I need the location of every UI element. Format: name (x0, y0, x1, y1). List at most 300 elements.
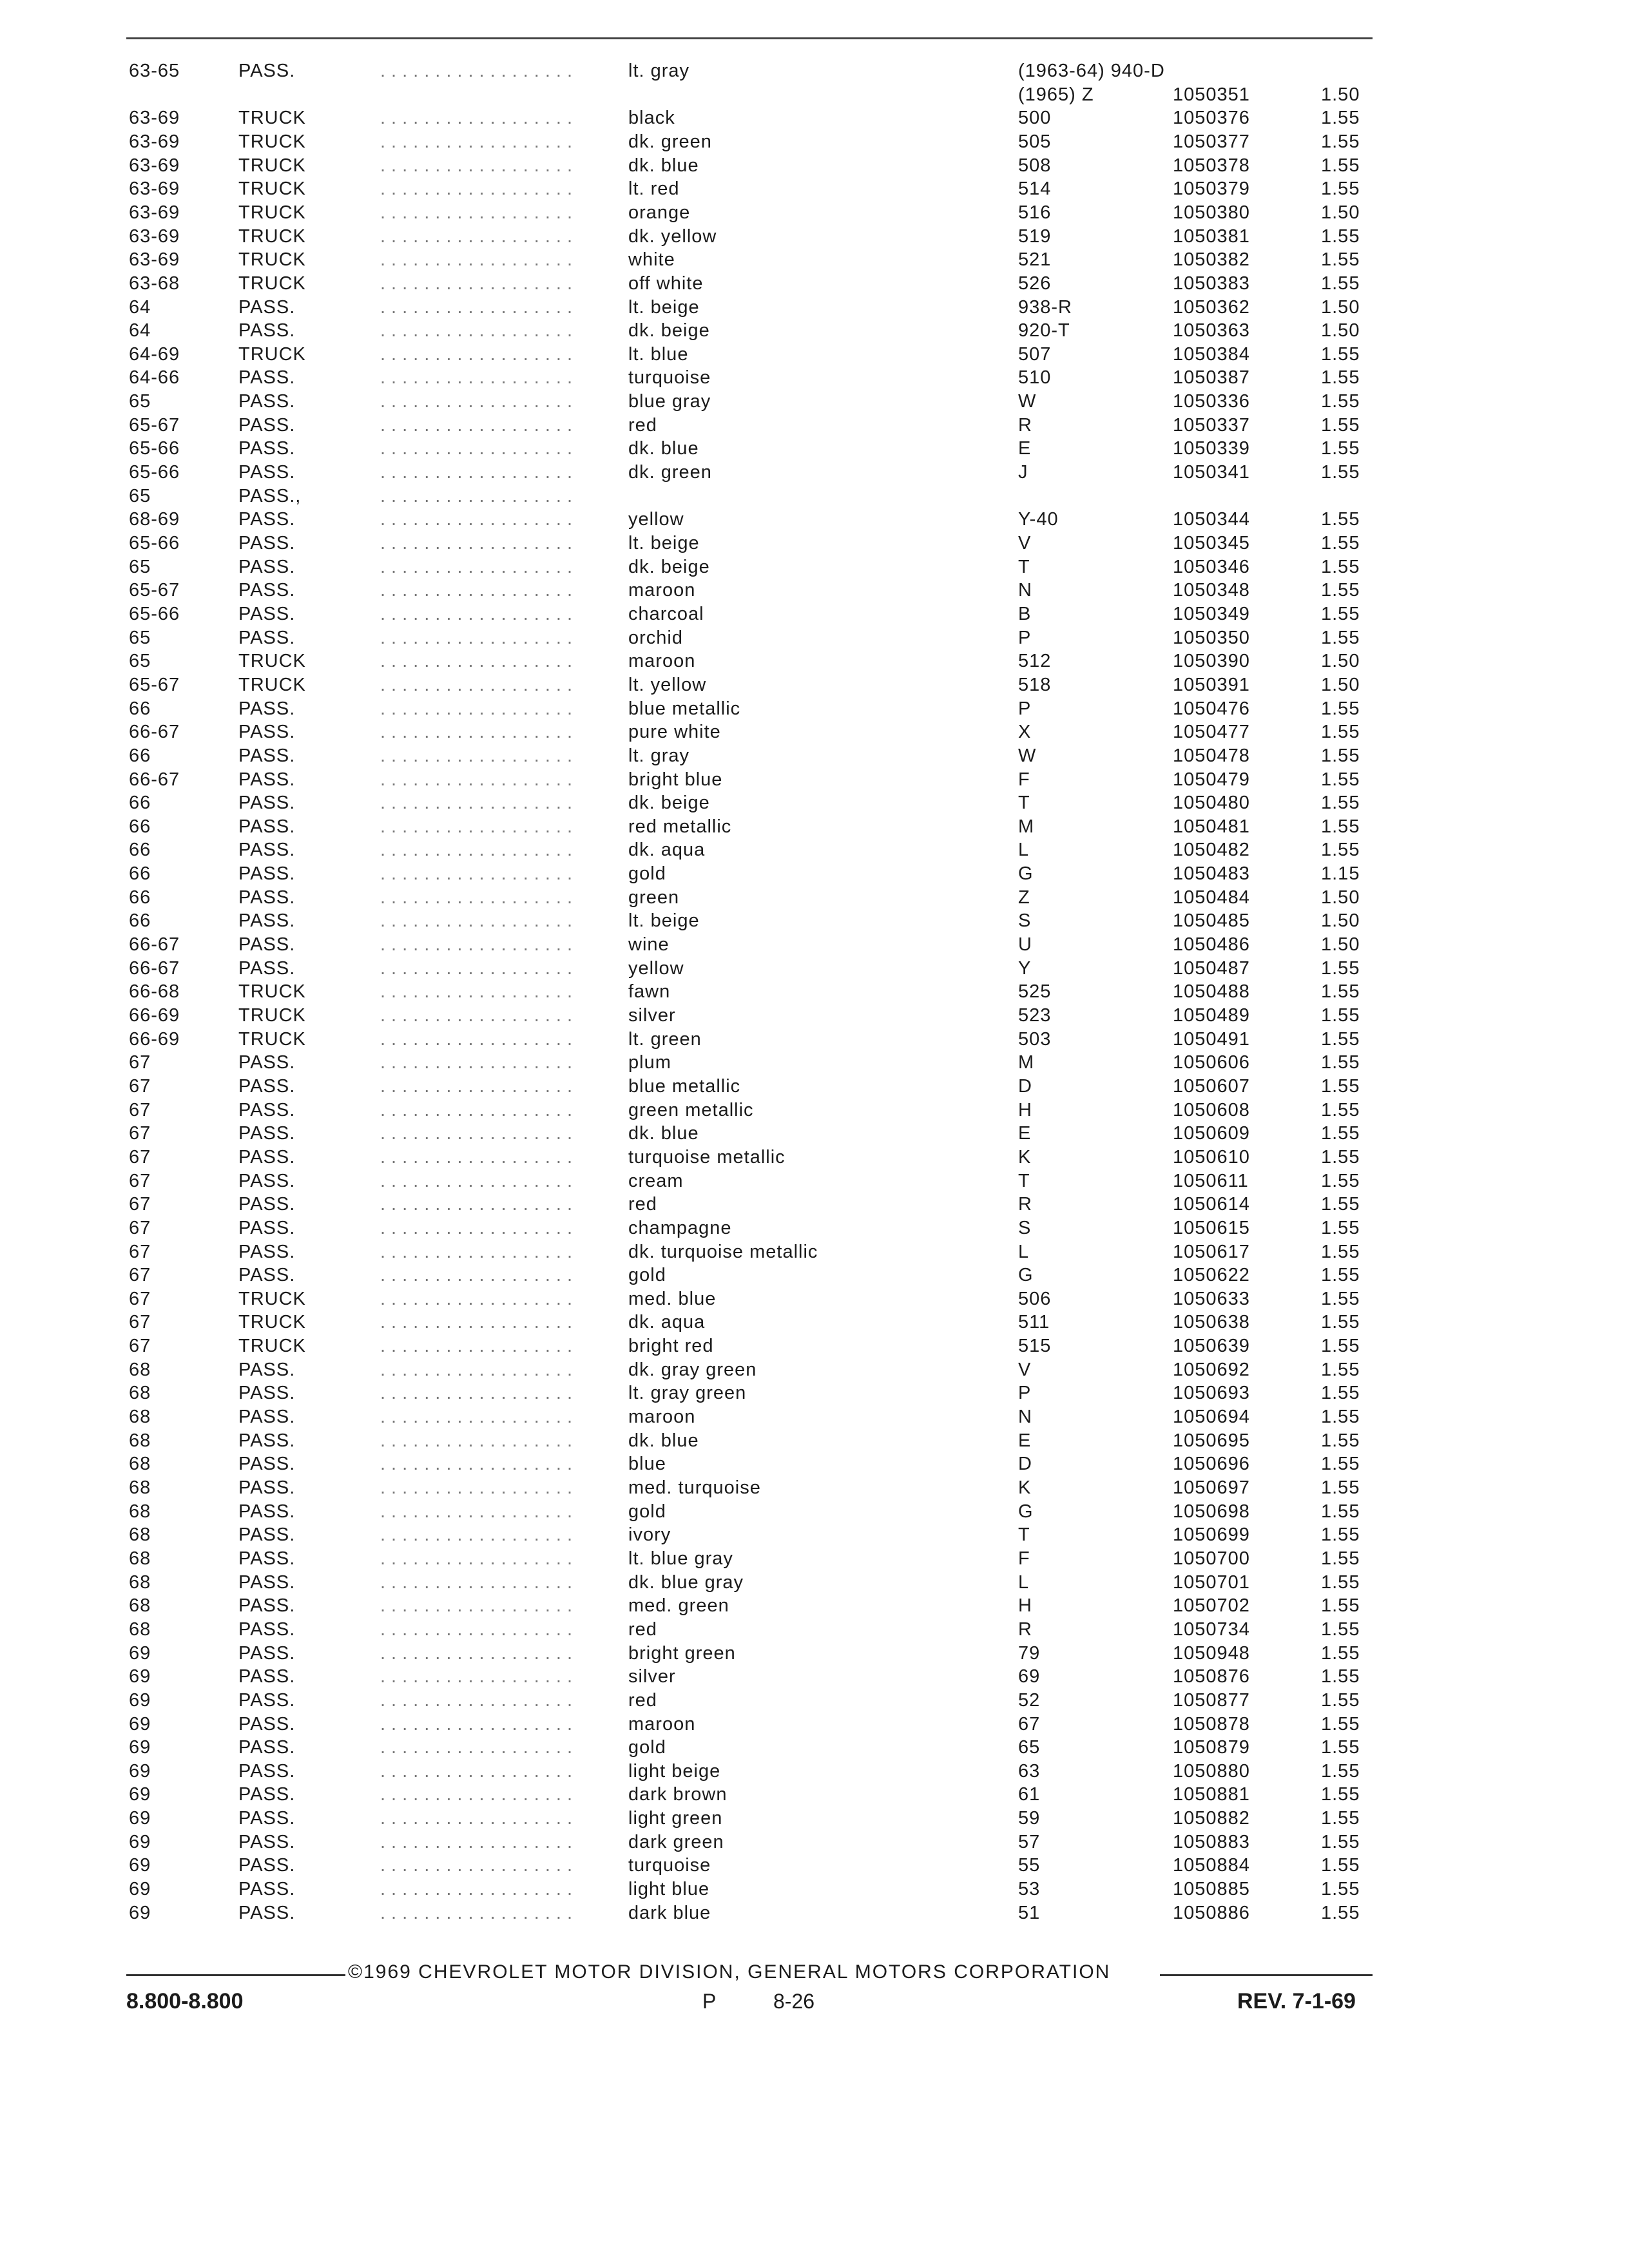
year-cell: 68 (129, 1595, 151, 1616)
part-number-cell: 1050622 (1173, 1265, 1250, 1285)
price-cell: 1.55 (1321, 1714, 1360, 1735)
price-cell: 1.55 (1321, 1666, 1360, 1687)
color-name-cell: gold (628, 863, 666, 884)
dot-leader: .................. (380, 651, 579, 671)
part-number-cell: 1050696 (1173, 1454, 1250, 1474)
table-row (0, 343, 1629, 366)
top-rule (126, 37, 1373, 39)
vehicle-type-cell: PASS. (238, 1572, 296, 1593)
table-row (0, 225, 1629, 248)
color-name-cell: maroon (628, 651, 696, 671)
table-row (0, 1169, 1629, 1193)
vehicle-type-cell: TRUCK (238, 226, 306, 247)
part-number-cell: 1050698 (1173, 1501, 1250, 1522)
price-cell: 1.55 (1321, 769, 1360, 790)
dot-leader: .................. (380, 226, 579, 247)
table-row (0, 838, 1629, 861)
color-name-cell: yellow (628, 509, 684, 530)
year-cell: 67 (129, 1336, 151, 1356)
price-cell: 1.55 (1321, 249, 1360, 270)
part-number-cell: 1050384 (1173, 344, 1250, 365)
year-cell: 69 (129, 1690, 151, 1711)
price-cell: 1.55 (1321, 1572, 1360, 1593)
color-name-cell: lt. gray green (628, 1383, 747, 1403)
vehicle-type-cell: PASS. (238, 1903, 296, 1923)
table-row (0, 1571, 1629, 1594)
part-number-cell: 1050376 (1173, 108, 1250, 128)
color-name-cell: dk. blue gray (628, 1572, 744, 1593)
paint-code-cell: G (1018, 863, 1034, 884)
price-cell: 1.55 (1321, 1430, 1360, 1451)
year-cell: 65-67 (129, 415, 180, 436)
price-cell: 1.50 (1321, 84, 1360, 105)
table-row (0, 602, 1629, 626)
paint-code-cell: B (1018, 604, 1032, 624)
price-cell: 1.55 (1321, 1005, 1360, 1026)
price-cell: 1.55 (1321, 1761, 1360, 1782)
part-number-cell: 1050882 (1173, 1808, 1250, 1829)
price-cell: 1.50 (1321, 934, 1360, 955)
vehicle-type-cell: PASS. (238, 462, 296, 483)
table-row (0, 296, 1629, 319)
dot-leader: .................. (380, 793, 579, 813)
table-row (0, 1618, 1629, 1641)
part-number-cell: 1050701 (1173, 1572, 1250, 1593)
year-cell: 67 (129, 1052, 151, 1073)
price-cell: 1.55 (1321, 1643, 1360, 1664)
dot-leader: .................. (380, 1903, 579, 1923)
part-number-cell: 1050476 (1173, 698, 1250, 719)
color-name-cell: red (628, 1194, 657, 1215)
dot-leader: .................. (380, 367, 579, 388)
part-number-cell: 1050699 (1173, 1524, 1250, 1545)
paint-code-cell: N (1018, 580, 1032, 601)
part-number-cell: 1050483 (1173, 863, 1250, 884)
dot-leader: .................. (380, 934, 579, 955)
vehicle-type-cell: PASS. (238, 1076, 296, 1097)
dot-leader: .................. (380, 1407, 579, 1427)
year-cell: 66-68 (129, 981, 180, 1002)
part-number-cell: 1050362 (1173, 297, 1250, 318)
table-row (0, 1783, 1629, 1806)
table-row (0, 649, 1629, 673)
year-cell: 65-66 (129, 604, 180, 624)
color-name-cell: dk. aqua (628, 1312, 706, 1332)
color-name-cell: lt. gray (628, 745, 690, 766)
year-cell: 67 (129, 1312, 151, 1332)
year-cell: 68 (129, 1524, 151, 1545)
paint-code-cell: 79 (1018, 1643, 1041, 1664)
table-row (0, 1429, 1629, 1452)
vehicle-type-cell: PASS. (238, 1147, 296, 1168)
table-row (0, 201, 1629, 224)
color-name-cell: dk. blue (628, 438, 699, 459)
year-cell: 68-69 (129, 509, 180, 530)
dot-leader: .................. (380, 533, 579, 553)
vehicle-type-cell: TRUCK (238, 1336, 306, 1356)
paint-code-cell: 512 (1018, 651, 1052, 671)
part-number-cell: 1050336 (1173, 391, 1250, 412)
table-row (0, 1216, 1629, 1240)
paint-code-cell: 61 (1018, 1784, 1041, 1805)
paint-code-cell: 500 (1018, 108, 1052, 128)
part-number-cell: 1050390 (1173, 651, 1250, 671)
vehicle-type-cell: PASS. (238, 1524, 296, 1545)
part-number-cell: 1050491 (1173, 1029, 1250, 1050)
year-cell: 64-69 (129, 344, 180, 365)
table-row (0, 1476, 1629, 1499)
vehicle-type-cell: PASS. (238, 840, 296, 860)
vehicle-type-cell: PASS. (238, 1761, 296, 1782)
price-cell: 1.55 (1321, 628, 1360, 648)
table-row (0, 1854, 1629, 1877)
table-row (0, 980, 1629, 1003)
year-cell: 68 (129, 1572, 151, 1593)
dot-leader: .................. (380, 1595, 579, 1616)
dot-leader: .................. (380, 1784, 579, 1805)
price-cell: 1.55 (1321, 1171, 1360, 1191)
year-cell: 66-67 (129, 769, 180, 790)
paint-code-cell: W (1018, 745, 1037, 766)
paint-code-cell: (1963-64) 940-D (1018, 61, 1165, 81)
paint-code-cell: 506 (1018, 1289, 1052, 1309)
part-number-cell: 1050482 (1173, 840, 1250, 860)
table-row (0, 791, 1629, 814)
footer-rule-left (126, 1974, 345, 1976)
paint-code-cell: H (1018, 1100, 1032, 1120)
year-cell: 67 (129, 1289, 151, 1309)
paint-code-cell: D (1018, 1454, 1032, 1474)
part-number-cell: 1050477 (1173, 722, 1250, 742)
color-name-cell: med. turquoise (628, 1477, 761, 1498)
table-row (0, 1594, 1629, 1617)
price-cell: 1.55 (1321, 981, 1360, 1002)
color-name-cell: dark brown (628, 1784, 728, 1805)
dot-leader: .................. (380, 509, 579, 530)
year-cell: 66-67 (129, 958, 180, 979)
color-name-cell: green metallic (628, 1100, 754, 1120)
table-row (0, 1334, 1629, 1358)
color-name-cell: fawn (628, 981, 671, 1002)
color-name-cell: dark green (628, 1832, 724, 1852)
dot-leader: .................. (380, 1548, 579, 1569)
year-cell: 63-69 (129, 155, 180, 176)
part-number-cell: 1050479 (1173, 769, 1250, 790)
price-cell: 1.55 (1321, 1100, 1360, 1120)
vehicle-type-cell: PASS. (238, 769, 296, 790)
year-cell: 63-69 (129, 131, 180, 152)
table-row (0, 1122, 1629, 1145)
year-cell: 68 (129, 1548, 151, 1569)
color-name-cell: blue metallic (628, 1076, 741, 1097)
color-name-cell: dk. aqua (628, 840, 706, 860)
table-row (0, 1146, 1629, 1169)
dot-leader: .................. (380, 1832, 579, 1852)
paint-code-cell: G (1018, 1265, 1034, 1285)
color-name-cell: silver (628, 1666, 676, 1687)
dot-leader: .................. (380, 1218, 579, 1238)
part-number-cell: 1050702 (1173, 1595, 1250, 1616)
dot-leader: .................. (380, 1076, 579, 1097)
vehicle-type-cell: TRUCK (238, 981, 306, 1002)
dot-leader: .................. (380, 1879, 579, 1899)
dot-leader: .................. (380, 1737, 579, 1758)
vehicle-type-cell: PASS. (238, 1218, 296, 1238)
footer-rule-right (1160, 1974, 1373, 1976)
dot-leader: .................. (380, 108, 579, 128)
paint-code-cell: K (1018, 1147, 1032, 1168)
color-name-cell: yellow (628, 958, 684, 979)
dot-leader: .................. (380, 1360, 579, 1380)
part-number-cell: 1050337 (1173, 415, 1250, 436)
paint-code-cell: N (1018, 1407, 1032, 1427)
dot-leader: .................. (380, 981, 579, 1002)
year-cell: 66-69 (129, 1005, 180, 1026)
table-row (0, 1452, 1629, 1475)
color-name-cell: blue gray (628, 391, 711, 412)
part-number-cell: 1050480 (1173, 793, 1250, 813)
color-name-cell: orchid (628, 628, 683, 648)
paint-code-cell: H (1018, 1595, 1032, 1616)
table-row (0, 1878, 1629, 1901)
table-row (0, 1051, 1629, 1074)
table-row (0, 1807, 1629, 1830)
vehicle-type-cell: PASS. (238, 1690, 296, 1711)
vehicle-type-cell: PASS. (238, 1194, 296, 1215)
vehicle-type-cell: PASS. (238, 1171, 296, 1191)
paint-code-cell: K (1018, 1477, 1032, 1498)
year-cell: 65-66 (129, 438, 180, 459)
table-row (0, 744, 1629, 767)
color-name-cell: dk. blue (628, 1123, 699, 1144)
price-cell: 1.55 (1321, 533, 1360, 553)
color-name-cell: bright blue (628, 769, 723, 790)
color-name-cell: red (628, 1619, 657, 1640)
paint-code-cell: W (1018, 391, 1037, 412)
vehicle-type-cell: PASS. (238, 887, 296, 908)
color-name-cell: dk. turquoise metallic (628, 1242, 818, 1262)
vehicle-type-cell: PASS. (238, 1477, 296, 1498)
table-row (0, 1713, 1629, 1736)
table-row (0, 1193, 1629, 1216)
part-number-cell: 1050345 (1173, 533, 1250, 553)
paint-code-cell: T (1018, 1171, 1030, 1191)
vehicle-type-cell: PASS. (238, 1855, 296, 1876)
paint-code-cell: T (1018, 557, 1030, 577)
year-cell: 66 (129, 793, 151, 813)
table-row (0, 768, 1629, 791)
color-name-cell: ivory (628, 1524, 671, 1545)
vehicle-type-cell: PASS. (238, 958, 296, 979)
paint-code-cell: 938-R (1018, 297, 1072, 318)
paint-code-cell: (1965) Z (1018, 84, 1094, 105)
year-cell: 65-66 (129, 462, 180, 483)
table-row (0, 626, 1629, 649)
dot-leader: .................. (380, 462, 579, 483)
vehicle-type-cell: PASS. (238, 1714, 296, 1735)
dot-leader: .................. (380, 1336, 579, 1356)
year-cell: 66-67 (129, 934, 180, 955)
dot-leader: .................. (380, 1524, 579, 1545)
paint-code-cell: P (1018, 698, 1032, 719)
vehicle-type-cell: PASS. (238, 1879, 296, 1899)
dot-leader: .................. (380, 745, 579, 766)
dot-leader: .................. (380, 722, 579, 742)
vehicle-type-cell: PASS. (238, 1808, 296, 1829)
year-cell: 68 (129, 1407, 151, 1427)
paint-code-cell: 516 (1018, 202, 1052, 223)
vehicle-type-cell: TRUCK (238, 108, 306, 128)
color-name-cell: light blue (628, 1879, 710, 1899)
year-cell: 65-67 (129, 580, 180, 601)
price-cell: 1.55 (1321, 1052, 1360, 1073)
color-name-cell: lt. gray (628, 61, 690, 81)
part-number-cell: 1050614 (1173, 1194, 1250, 1215)
price-cell: 1.55 (1321, 438, 1360, 459)
vehicle-type-cell: TRUCK (238, 178, 306, 199)
color-name-cell: black (628, 108, 675, 128)
vehicle-type-cell: PASS. (238, 910, 296, 931)
paint-code-cell: M (1018, 816, 1035, 837)
part-number-cell: 1050346 (1173, 557, 1250, 577)
part-number-cell: 1050344 (1173, 509, 1250, 530)
part-number-cell: 1050387 (1173, 367, 1250, 388)
paint-code-cell: P (1018, 628, 1032, 648)
year-cell: 67 (129, 1171, 151, 1191)
part-number-cell: 1050486 (1173, 934, 1250, 955)
dot-leader: .................. (380, 840, 579, 860)
paint-code-cell: L (1018, 1572, 1030, 1593)
paint-code-cell: 523 (1018, 1005, 1052, 1026)
dot-leader: .................. (380, 1761, 579, 1782)
part-number-cell: 1050391 (1173, 675, 1250, 695)
color-name-cell: dk. yellow (628, 226, 717, 247)
dot-leader: .................. (380, 604, 579, 624)
vehicle-type-cell: PASS. (238, 793, 296, 813)
price-cell: 1.55 (1321, 367, 1360, 388)
table-row (0, 1523, 1629, 1546)
price-cell: 1.55 (1321, 344, 1360, 365)
year-cell: 68 (129, 1360, 151, 1380)
table-row (0, 1689, 1629, 1712)
color-name-cell: lt. blue gray (628, 1548, 733, 1569)
price-cell: 1.55 (1321, 178, 1360, 199)
part-number-cell: 1050382 (1173, 249, 1250, 270)
dot-leader: .................. (380, 863, 579, 884)
part-number-cell: 1050379 (1173, 178, 1250, 199)
color-name-cell: red (628, 415, 657, 436)
paint-code-cell: S (1018, 1218, 1032, 1238)
year-cell: 68 (129, 1383, 151, 1403)
table-row (0, 909, 1629, 932)
color-name-cell: dark blue (628, 1903, 711, 1923)
color-name-cell: red (628, 1690, 657, 1711)
price-cell: 1.55 (1321, 1832, 1360, 1852)
dot-leader: .................. (380, 438, 579, 459)
vehicle-type-cell: PASS. (238, 1242, 296, 1262)
vehicle-type-cell: PASS. (238, 1100, 296, 1120)
table-row (0, 1240, 1629, 1264)
part-number-cell: 1050617 (1173, 1242, 1250, 1262)
table-row (0, 1736, 1629, 1759)
vehicle-type-cell: PASS., (238, 486, 302, 506)
paint-code-cell: 59 (1018, 1808, 1041, 1829)
year-cell: 63-68 (129, 273, 180, 294)
color-name-cell: gold (628, 1737, 666, 1758)
price-cell: 1.55 (1321, 1808, 1360, 1829)
paint-code-cell: F (1018, 769, 1030, 790)
dot-leader: .................. (380, 769, 579, 790)
dot-leader: .................. (380, 1123, 579, 1144)
paint-code-cell: 53 (1018, 1879, 1041, 1899)
vehicle-type-cell: TRUCK (238, 155, 306, 176)
dot-leader: .................. (380, 910, 579, 931)
color-name-cell: lt. red (628, 178, 680, 199)
year-cell: 69 (129, 1855, 151, 1876)
vehicle-type-cell: PASS. (238, 438, 296, 459)
table-row (0, 673, 1629, 697)
part-number-cell: 1050693 (1173, 1383, 1250, 1403)
vehicle-type-cell: PASS. (238, 604, 296, 624)
part-number-cell: 1050879 (1173, 1737, 1250, 1758)
table-row (0, 579, 1629, 602)
year-cell: 66-67 (129, 722, 180, 742)
price-cell: 1.55 (1321, 415, 1360, 436)
paint-code-cell: 63 (1018, 1761, 1041, 1782)
year-cell: 66 (129, 698, 151, 719)
paint-code-cell: T (1018, 793, 1030, 813)
price-cell: 1.55 (1321, 273, 1360, 294)
paint-code-cell: Y-40 (1018, 509, 1059, 530)
year-cell: 64 (129, 320, 151, 341)
color-name-cell: lt. beige (628, 910, 700, 931)
vehicle-type-cell: PASS. (238, 415, 296, 436)
year-cell: 69 (129, 1832, 151, 1852)
year-cell: 67 (129, 1194, 151, 1215)
table-row (0, 319, 1629, 342)
price-cell: 1.55 (1321, 745, 1360, 766)
color-name-cell: lt. green (628, 1029, 702, 1050)
part-number-cell: 1050481 (1173, 816, 1250, 837)
part-number-cell: 1050606 (1173, 1052, 1250, 1073)
part-number-cell: 1050695 (1173, 1430, 1250, 1451)
dot-leader: .................. (380, 1666, 579, 1687)
year-cell: 67 (129, 1147, 151, 1168)
year-cell: 68 (129, 1477, 151, 1498)
paint-code-cell: 519 (1018, 226, 1052, 247)
vehicle-type-cell: PASS. (238, 1052, 296, 1073)
paint-code-cell: L (1018, 840, 1030, 860)
price-cell: 1.50 (1321, 651, 1360, 671)
table-row (0, 1405, 1629, 1428)
vehicle-type-cell: TRUCK (238, 1029, 306, 1050)
part-number-cell: 1050638 (1173, 1312, 1250, 1332)
table-row (0, 1358, 1629, 1381)
color-name-cell: dk. beige (628, 320, 710, 341)
paint-code-cell: Y (1018, 958, 1032, 979)
dot-leader: .................. (380, 580, 579, 601)
color-name-cell: plum (628, 1052, 671, 1073)
table-row (0, 272, 1629, 295)
year-cell: 65 (129, 628, 151, 648)
vehicle-type-cell: PASS. (238, 1548, 296, 1569)
part-number-cell: 1050478 (1173, 745, 1250, 766)
year-cell: 67 (129, 1265, 151, 1285)
part-number-cell: 1050487 (1173, 958, 1250, 979)
table-row (0, 508, 1629, 531)
paint-code-cell: 518 (1018, 675, 1052, 695)
part-number-cell: 1050607 (1173, 1076, 1250, 1097)
